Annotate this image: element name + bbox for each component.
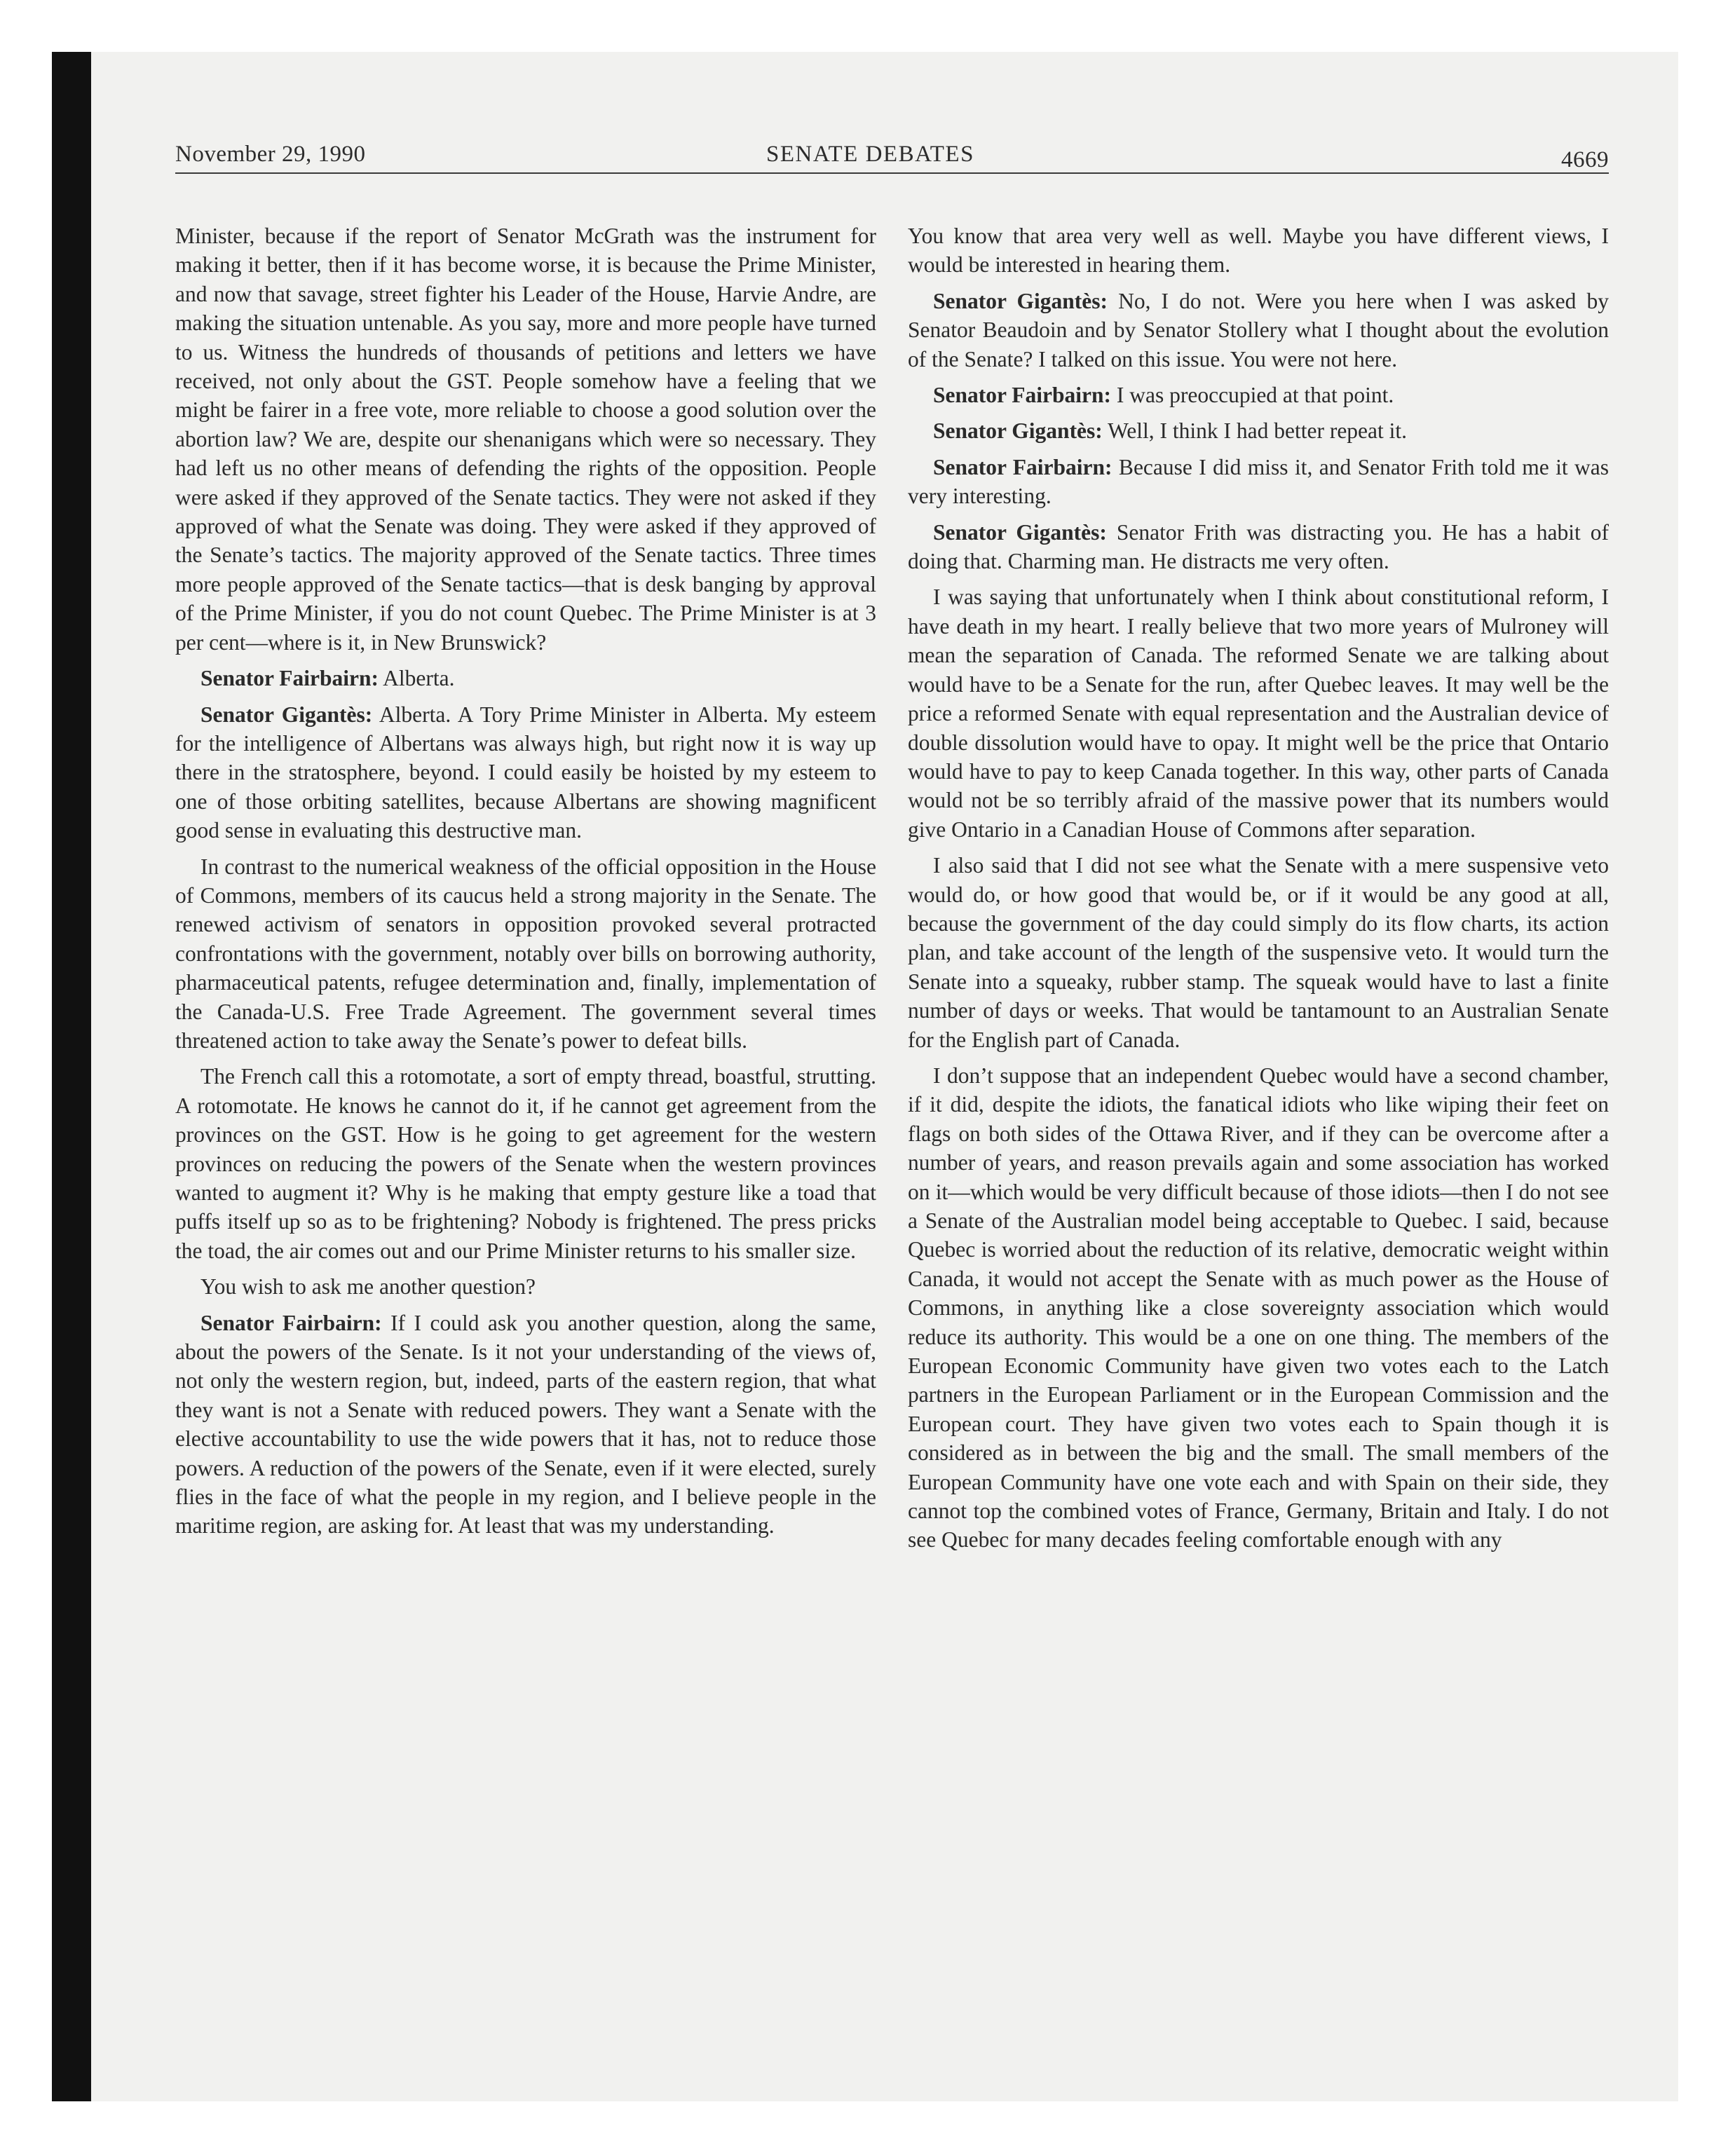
scan-binding-edge [52, 52, 91, 2101]
header-date: November 29, 1990 [175, 142, 366, 167]
paragraph-text: No, I do not. Were you here when I was asked by Senator Beaudoin and by Senator Stollery what I thought about the evolution of the Senate? I talked on this issue. You were not here. [908, 288, 1609, 371]
paragraph-text: Because I did miss it, and Senator Frith told me it was very interesting. [908, 454, 1609, 509]
paragraph-text: Minister, because if the report of Senator McGrath was the instrument for making it better, then if it has become worse, it is because the Prime Minister, and now that savage, street fighter his Leader of the House, Harvie Andre, are making the situation untenable. As you say, more and more people have turned to us. Witness the hundreds of thousands of petitions and letters we have received, not only about the GST. People somehow have a feeling that we might be fairer in a free vote, more reliable to choose a good solution over the abortion law? We are, despite our shenanigans which were so necessary. They had left us no other means of defending the rights of the opposition. People were asked if they approved of the Senate tactics. They were not asked if they approved of what the Senate was doing. They were asked if they approved of the Senate’s tactics. The majority approved of the Senate tactics. Three times more people approved of the Senate tactics—that is desk banging by approval of the Prime Minister, if you do not count Quebec. The Prime Minister is at 3 per cent—where is it, in New Brunswick? [175, 224, 876, 655]
paragraph-text: I was preoccupied at that point. [1111, 383, 1394, 408]
paragraph-text: I also said that I did not see what the Senate with a mere suspensive veto would do, or how good that would be, or if it would be any good at all, because the government of the day could simply do its flow charts, its action plan, and take account of the length of the suspensive veto. It would turn the Senate into a squeaky, rubber stamp. The squeak would have to last a finite number of days or weeks. That would be tantamount to an Australian Senate for the English part of Canada. [908, 853, 1609, 1052]
paragraph [908, 582, 1609, 844]
paragraph-text: Well, I think I had better repeat it. [1102, 418, 1408, 444]
paragraph [175, 852, 876, 1056]
paragraph-text: Alberta. [379, 666, 455, 691]
paragraph [908, 453, 1609, 511]
paragraph [908, 221, 1609, 280]
paragraph [175, 664, 876, 692]
paragraph [908, 287, 1609, 374]
paragraph-text: Alberta. A Tory Prime Minister in Alberta. My esteem for the intelligence of Albertans was always high, but right now it is way up there in the stratosphere, beyond. I could easily be hoisted by my esteem to one of those orbiting satellites, because Albertans are showing magnificent good sense in evaluating this destructive man. [175, 702, 876, 843]
paragraph [908, 1061, 1609, 1555]
paragraph [908, 416, 1609, 445]
paragraph [175, 1062, 876, 1265]
speaker-name: Senator Gigantès: [933, 418, 1103, 444]
header-page-number: 4669 [1561, 147, 1609, 172]
paragraph-text: You wish to ask me another question? [200, 1274, 536, 1299]
paragraph [175, 1272, 876, 1301]
left-column [175, 221, 876, 1548]
paragraph [175, 221, 876, 657]
paragraph [175, 1309, 876, 1541]
paragraph-text: You know that area very well as well. Maybe you have different views, I would be interested in hearing them. [908, 224, 1609, 278]
right-column [908, 221, 1609, 1562]
paragraph-text: I was saying that unfortunately when I think about constitutional reform, I have death in my heart. I really believe that two more years of Mulroney will mean the separation of Canada. The reformed Senate we are talking about would have to be a Senate for the run, after Quebec leaves. It may well be the price a reformed Senate with equal representation and the Australian device of double dissolution would have to opay. It might well be the price that Ontario would have to pay to keep Canada together. In this way, other parts of Canada would not be so terribly afraid of the massive power that its numbers would give Ontario in a Canadian House of Commons after separation. [908, 585, 1609, 842]
paragraph-text: Senator Frith was distracting you. He has a habit of doing that. Charming man. He distracts me very often. [908, 519, 1609, 574]
scan-margin [0, 0, 49, 2156]
speaker-name: Senator Gigantès: [933, 288, 1108, 313]
paragraph-text: I don’t suppose that an independent Quebec would have a second chamber, if it did, despite the idiots, the fanatical idiots who like wiping their feet on flags on both sides of the Ottawa River, and if they can be overcome after a number of years, and reason prevails again and some association has worked on it—which would be very difficult because of those idiots—then I do not see a Senate of the Australian model being acceptable to Quebec. I said, because Quebec is worried about the reduction of its relative, democratic weight within Canada, it would not accept the Senate with as much power as the House of Commons, in anything like a close sovereignty association which would reduce its authority. This would be a one on one thing. The members of the European Economic Community have given two votes each to the Latch partners in the European Parliament or in the European Commission and the European court. They have given two votes each to Spain though it is considered as in between the big and the small. The small members of the European Community have one vote each and with Spain on their side, they cannot top the combined votes of France, Germany, Britain and Italy. I do not see Quebec for many decades feeling comfortable enough with any [908, 1063, 1609, 1553]
speaker-name: Senator Fairbairn: [933, 454, 1113, 479]
speaker-name: Senator Fairbairn: [200, 666, 379, 691]
speaker-name: Senator Fairbairn: [200, 1310, 382, 1335]
speaker-name: Senator Fairbairn: [933, 383, 1112, 408]
speaker-name: Senator Gigantès: [933, 519, 1107, 545]
paragraph-text: In contrast to the numerical weakness of the official opposition in the House of Commons, members of its caucus held a strong majority in the Senate. The renewed activism of senators in opposition provoked several protracted confrontations with the government, notably over bills on borrowing authority, pharmaceutical patents, refugee determination and, finally, implementation of the Canada-U.S. Free Trade Agreement. The government several times threatened action to take away the Senate’s power to defeat bills. [175, 854, 876, 1053]
paragraph [175, 700, 876, 845]
paragraph [908, 851, 1609, 1054]
paragraph-text: The French call this a rotomotate, a sort of empty thread, boastful, strutting. A rotomotate. He knows he cannot do it, if he cannot get agreement from the provinces on the GST. How is he going to get agreement for the western provinces on reducing the powers of the Senate when the western provinces wanted to augment it? Why is he making that empty gesture like a toad that puffs itself up so as to be frightening? Nobody is frightened. The press pricks the toad, the air comes out and our Prime Minister returns to his smaller size. [175, 1064, 876, 1263]
header-title: SENATE DEBATES [766, 142, 974, 167]
speaker-name: Senator Gigantès: [200, 702, 373, 727]
paragraph [908, 518, 1609, 576]
paragraph-text: If I could ask you another question, along the same, about the powers of the Senate. Is it not your understanding of the views of, not only the western region, but, indeed, parts of the eastern region, that what they want is not a Senate with reduced powers. They want a Senate with the elective accountability to use the wide powers that it has, not to reduce those powers. A reduction of the powers of the Senate, even if it were elected, surely flies in the face of what the people in my region, and I believe people in the maritime region, are asking for. At least that was my understanding. [175, 1310, 877, 1538]
paragraph [908, 381, 1609, 409]
header-rule [175, 172, 1609, 174]
